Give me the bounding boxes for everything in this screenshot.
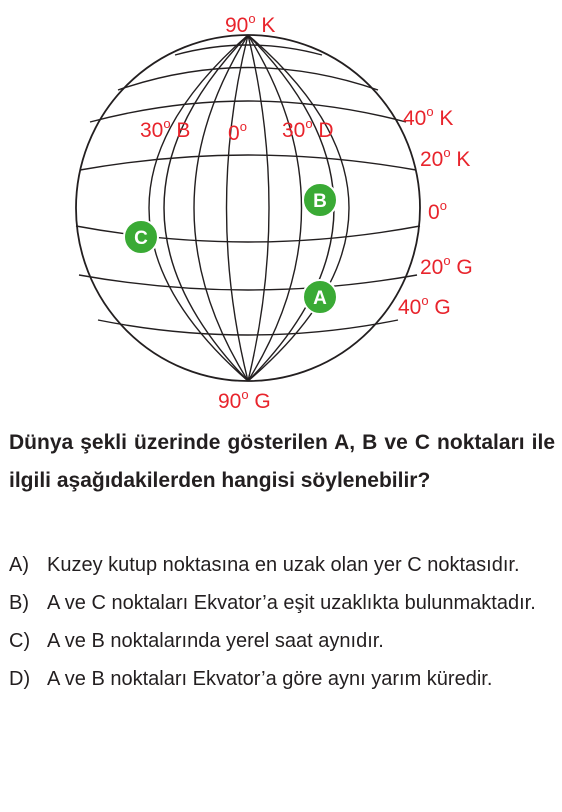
option-b[interactable]	[9, 584, 555, 622]
meridian-line	[164, 35, 248, 381]
svg-text:A: A	[313, 288, 327, 309]
option-c[interactable]	[9, 622, 555, 660]
option-text: Kuzey kutup noktasına en uzak olan yer C noktasıdır.	[47, 554, 520, 576]
point-c	[124, 220, 158, 254]
meridian-line	[227, 35, 249, 381]
point-b	[303, 183, 337, 217]
option-text: A ve B noktalarında yerel saat aynıdır.	[47, 630, 384, 652]
label-north-pole: 90$^o$ K	[225, 11, 276, 37]
point-a	[303, 280, 337, 314]
parallel-line	[90, 101, 406, 122]
meridian-line	[248, 35, 269, 381]
label-lat-40g: 40$^o$ G	[398, 293, 451, 319]
label-meridian-30d: 30$^o$ D	[282, 116, 334, 142]
label-meridian-30b: 30$^o$ B	[140, 116, 191, 142]
option-a[interactable]	[9, 546, 555, 584]
option-letter: D)	[9, 668, 31, 690]
svg-text:B: B	[313, 191, 327, 212]
parallel-line	[118, 68, 378, 91]
label-meridian-0: 0$^o$	[228, 119, 247, 145]
option-text: A ve B noktaları Ekvator’a göre aynı yarım küredir.	[47, 668, 493, 690]
answer-options	[9, 546, 555, 698]
option-d[interactable]	[9, 660, 555, 698]
meridian-line	[194, 35, 248, 381]
label-lat-20k: 20$^o$ K	[420, 145, 471, 171]
option-letter: B)	[9, 592, 29, 614]
option-letter: A)	[9, 554, 29, 576]
parallel-line-40s	[98, 320, 398, 335]
svg-text:C: C	[134, 228, 148, 249]
parallel-line-20n	[80, 155, 416, 170]
parallel-line	[175, 45, 322, 55]
label-lat-0: 0$^o$	[428, 198, 447, 224]
option-letter: C)	[9, 630, 31, 652]
label-south-pole: 90$^o$ G	[218, 387, 271, 413]
meridian-line	[248, 35, 302, 381]
option-text: A ve C noktaları Ekvator’a eşit uzaklıkta bulunmaktadır.	[47, 592, 536, 614]
label-lat-40k: 40$^o$ K	[403, 104, 454, 130]
parallel-line-20s	[79, 275, 417, 290]
question-text: Dünya şekli üzerinde gösterilen A, B ve C noktaları ile ilgili aşağıdakilerden hangisi söylenebilir?	[9, 431, 555, 492]
label-lat-20g: 20$^o$ G	[420, 253, 473, 279]
